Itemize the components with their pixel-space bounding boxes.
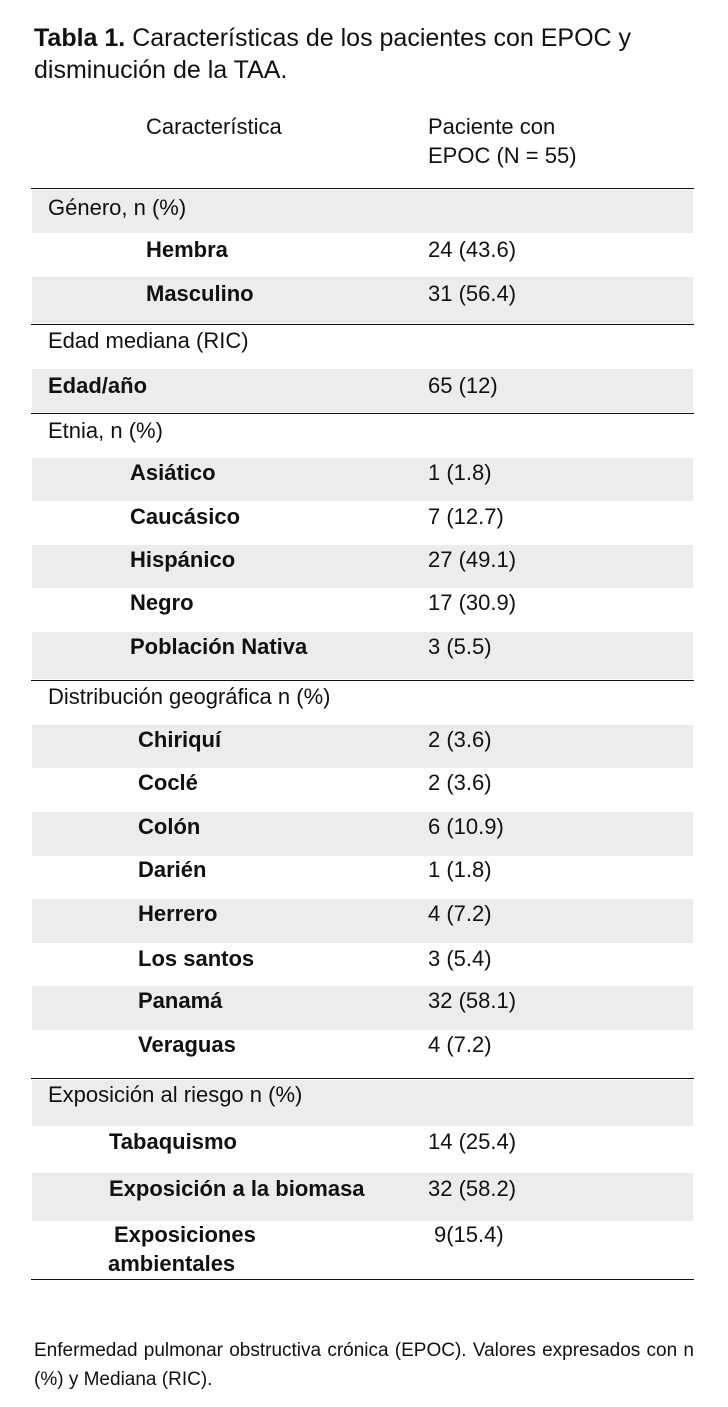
table-row [32,588,693,632]
row-value: 7 (12.7) [428,504,504,529]
section-heading-geography [32,682,693,725]
row-value: 65 (12) [428,373,498,398]
table-row [32,277,693,323]
table-row [32,233,693,277]
section-label: Distribución geográfica n (%) [48,684,331,709]
table-row [32,369,693,412]
table-rule [31,413,694,414]
row-label: Los santos [138,946,255,971]
row-value: 27 (49.1) [428,547,517,572]
row-value: 6 (10.9) [428,814,504,839]
table-row [32,725,693,768]
row-label: Veraguas [138,1032,236,1057]
table-title [34,22,699,86]
table-rule [31,188,694,189]
row-label: Exposición a la biomasa [109,1176,365,1201]
table-rule [31,1078,694,1079]
table-rule [31,1279,694,1280]
table-rule [31,324,694,325]
row-label: Negro [130,590,194,615]
row-value: 31 (56.4) [428,281,517,306]
row-label: Asiático [130,460,216,485]
row-value: 14 (25.4) [428,1129,517,1154]
row-label: Darién [138,857,207,882]
table-label: Tabla 1. [34,24,126,52]
section-label: Edad mediana (RIC) [48,328,249,353]
column-header-patients-line1: Paciente con [428,114,556,139]
row-label: Hembra [146,237,228,262]
table-row [32,545,693,588]
row-value: 2 (3.6) [428,727,492,752]
row-value: 9(15.4) [434,1222,504,1247]
row-label: Colón [138,814,201,839]
table-row [32,768,693,812]
table-rule [31,680,694,681]
row-label: Población Nativa [130,634,308,659]
row-label: Exposiciones [114,1222,256,1247]
table-row [32,943,693,986]
section-heading-gender [32,190,693,233]
row-label: Edad/año [48,373,148,398]
section-heading-age [32,326,693,369]
table-row [32,1221,693,1279]
table-row [32,899,693,943]
table-footnote: Enfermedad pulmonar obstructiva crónica (EPOC). Valores expresados con n (%) y Mediana (RIC). [34,1340,694,1390]
row-value: 32 (58.1) [428,988,517,1013]
row-value: 1 (1.8) [428,460,492,485]
row-label: Herrero [138,901,218,926]
row-label: Masculino [146,281,254,306]
row-value: 32 (58.2) [428,1176,517,1201]
table-row [32,1126,693,1173]
column-header-patients [428,112,688,170]
row-label: Panamá [138,988,223,1013]
table-row [32,856,693,899]
section-label: Exposición al riesgo n (%) [48,1082,303,1107]
row-label: Coclé [138,770,198,795]
column-header-patients-line2: EPOC (N = 55) [428,143,577,168]
row-label: Caucásico [130,504,241,529]
row-label: Chiriquí [138,727,222,752]
table-row [32,458,693,501]
table-row [32,986,693,1030]
table-caption: Características de los pacientes con EPOC y disminución de la TAA. [34,24,632,84]
column-header-characteristic: Característica [146,114,282,139]
table-row [32,812,693,856]
section-heading-exposure [32,1080,693,1126]
row-value: 24 (43.6) [428,237,517,262]
row-label: ambientales [108,1251,236,1276]
section-heading-ethnicity [32,415,693,458]
section-label: Etnia, n (%) [48,418,163,443]
row-value: 2 (3.6) [428,770,492,795]
table-row [32,1173,693,1221]
row-label: Hispánico [130,547,236,572]
row-value: 4 (7.2) [428,1032,492,1057]
row-value: 3 (5.5) [428,634,492,659]
table-row [32,501,693,545]
row-label: Tabaquismo [109,1129,237,1154]
section-label: Género, n (%) [48,195,187,220]
row-value: 3 (5.4) [428,946,492,971]
row-value: 4 (7.2) [428,901,492,926]
table-row [32,632,693,679]
table-row [32,1030,693,1077]
row-value: 1 (1.8) [428,857,492,882]
row-value: 17 (30.9) [428,590,517,615]
